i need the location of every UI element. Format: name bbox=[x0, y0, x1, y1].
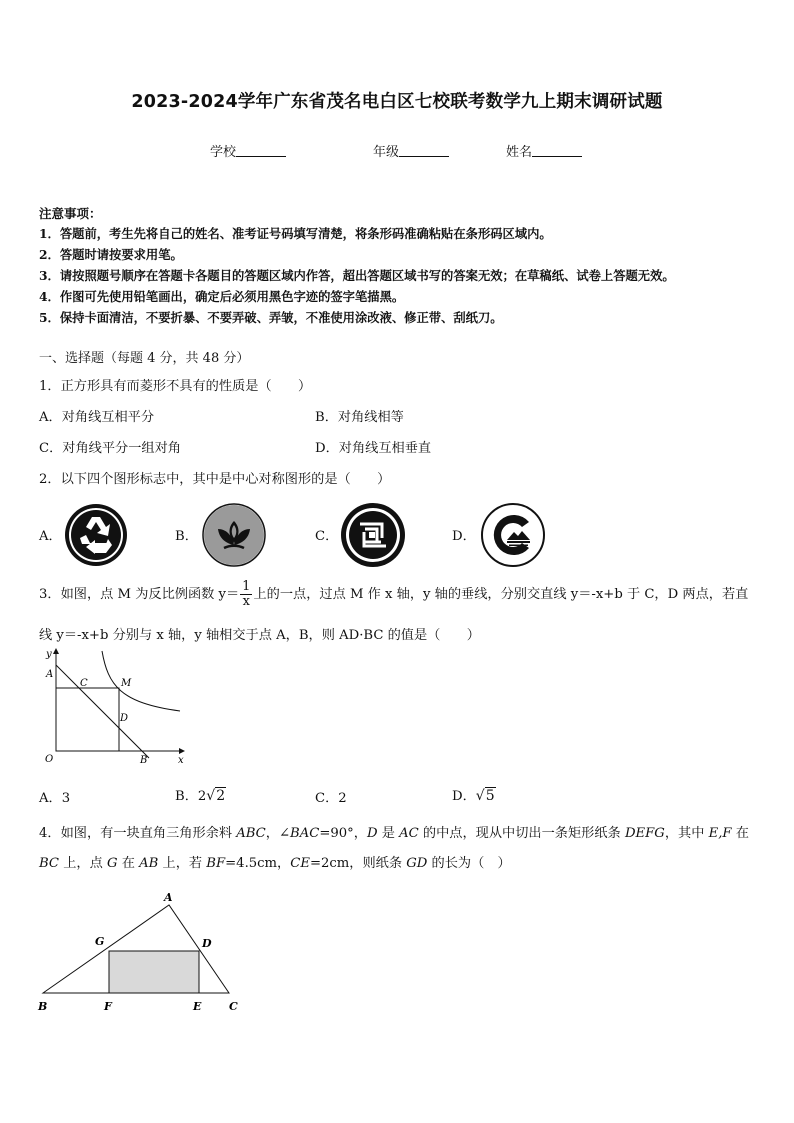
q4-math: G bbox=[106, 856, 118, 871]
q4-text: 4．如图，有一块直角三角形余料 bbox=[39, 826, 237, 841]
q3-figure bbox=[40, 645, 190, 770]
q4-math: ABC bbox=[236, 826, 266, 841]
q2-option-c: C． bbox=[315, 529, 339, 544]
q1-option-c: C．对角线平分一组对角 bbox=[39, 441, 181, 456]
q4-text: =2cm，则纸条 bbox=[309, 856, 407, 871]
q3-option-d bbox=[452, 785, 496, 804]
q3-option-a: A．3 bbox=[39, 791, 71, 806]
label-o: O bbox=[45, 754, 54, 765]
q3-stem-a: 3．如图，点 M 为反比例函数 y＝ bbox=[39, 587, 240, 602]
q4-math: GD bbox=[406, 856, 428, 871]
q4-math: BF bbox=[206, 856, 226, 871]
q4-text: 上，点 bbox=[59, 856, 107, 871]
grade-blank bbox=[399, 144, 449, 157]
notice-item: 4．作图可先使用铅笔画出，确定后必须用黑色字迹的签字笔描黑。 bbox=[39, 289, 405, 304]
label-d: D bbox=[120, 713, 129, 724]
label-y: y bbox=[46, 649, 52, 660]
grade-label: 年级 bbox=[373, 145, 400, 160]
label-c: C bbox=[80, 678, 88, 689]
q3-option-c: C．2 bbox=[315, 791, 347, 806]
q3-d-radicand: 5 bbox=[485, 788, 495, 804]
q4-math: CE bbox=[290, 856, 310, 871]
q4-text: ， bbox=[265, 826, 279, 841]
label-d: D bbox=[202, 937, 212, 950]
label-a: A bbox=[46, 669, 54, 680]
square-swirl-icon bbox=[340, 502, 406, 568]
q4-math: D bbox=[366, 826, 378, 841]
leaf-emblem-icon bbox=[202, 503, 266, 567]
q4-text: 在 bbox=[117, 856, 140, 871]
name-blank bbox=[532, 144, 582, 157]
q4-text: 的长为（ ） bbox=[427, 856, 511, 871]
name-field bbox=[506, 141, 582, 160]
school-field bbox=[210, 141, 286, 160]
label-f: F bbox=[104, 1000, 112, 1013]
q3-stem-c: 线 y＝-x+b 分别与 x 轴，y 轴相交于点 A，B，则 AD·BC 的值是（ ） bbox=[39, 628, 480, 643]
q4-figure bbox=[30, 885, 250, 1020]
q4-math: E,F bbox=[708, 826, 732, 841]
notice-heading: 注意事项： bbox=[39, 206, 102, 221]
q1-option-b: B．对角线相等 bbox=[315, 410, 404, 425]
q4-line1 bbox=[39, 822, 749, 841]
label-a: A bbox=[164, 891, 173, 904]
notice-item: 5．保持卡面清洁，不要折暴、不要弄破、弄皱，不准使用涂改液、修正带、刮纸刀。 bbox=[39, 310, 503, 325]
hyperbola bbox=[102, 651, 180, 711]
q4-text: =4.5cm， bbox=[225, 856, 291, 871]
label-c: C bbox=[229, 1000, 238, 1013]
line-ab bbox=[56, 665, 149, 758]
label-x: x bbox=[178, 755, 184, 766]
c-mountain-icon bbox=[480, 502, 546, 568]
rectangle-defg bbox=[109, 951, 199, 993]
q4-math: BC bbox=[39, 856, 60, 871]
q1-option-a: A．对角线互相平分 bbox=[39, 410, 155, 425]
q4-text: 上，若 bbox=[158, 856, 207, 871]
q3-stem-line1 bbox=[39, 580, 748, 610]
q2-option-b: B． bbox=[175, 529, 198, 544]
section-heading: 一、选择题（每题 4 分，共 48 分） bbox=[39, 351, 250, 366]
sqrt-icon: √2 bbox=[206, 788, 226, 804]
label-b: B bbox=[140, 755, 148, 766]
square-omd bbox=[56, 688, 119, 751]
q2-option-a: A． bbox=[39, 529, 62, 544]
q4-line2 bbox=[39, 852, 511, 871]
notice-item: 3．请按照题号顺序在答题卡各题目的答题区域内作答，超出答题区域书写的答案无效；在草稿纸、试卷上答题无效。 bbox=[39, 268, 675, 283]
q2-option-d: D． bbox=[452, 529, 476, 544]
q3-frac-num: 1 bbox=[242, 579, 251, 594]
q3-fraction bbox=[240, 580, 252, 609]
q4-text: =90°， bbox=[319, 826, 367, 841]
q4-math: DEFG bbox=[624, 826, 665, 841]
q1-option-d: D．对角线互相垂直 bbox=[315, 441, 432, 456]
q3-b-prefix: B．2 bbox=[175, 789, 207, 804]
q4-math: AB bbox=[139, 856, 159, 871]
q3-frac-den: x bbox=[242, 594, 250, 609]
notice-item: 2．答题时请按要求用笔。 bbox=[39, 247, 183, 262]
q3-b-radicand: 2 bbox=[216, 788, 226, 804]
q4-text: 是 bbox=[377, 826, 400, 841]
school-blank bbox=[236, 144, 286, 157]
sqrt-icon: √5 bbox=[475, 788, 495, 804]
q2-stem: 2．以下四个图形标志中，其中是中心对称图形的是（ ） bbox=[39, 472, 391, 487]
q4-text: ，其中 bbox=[664, 826, 709, 841]
label-e: E bbox=[193, 1000, 202, 1013]
school-label: 学校 bbox=[210, 145, 237, 160]
label-m: M bbox=[121, 678, 132, 689]
q4-text: 的中点，现从中切出一条矩形纸条 bbox=[418, 826, 625, 841]
label-g: G bbox=[95, 935, 105, 948]
grade-field bbox=[373, 141, 449, 160]
q3-stem-b: 上的一点，过点 M 作 x 轴，y 轴的垂线，分别交直线 y＝-x+b 于 C，D 两点，若直 bbox=[253, 587, 749, 602]
q4-math: AC bbox=[399, 826, 419, 841]
label-b: B bbox=[38, 1000, 48, 1013]
q3-d-prefix: D． bbox=[452, 789, 476, 804]
name-label: 姓名 bbox=[506, 145, 533, 160]
q1-stem: 1．正方形具有而菱形不具有的性质是（ ） bbox=[39, 379, 312, 394]
notice-item: 1．答题前，考生先将自己的姓名、准考证号码填写清楚，将条形码准确粘贴在条形码区域内。 bbox=[39, 226, 552, 241]
q4-text: 在 bbox=[731, 826, 749, 841]
q4-math: ∠BAC bbox=[278, 826, 320, 841]
recycle-icon bbox=[64, 503, 128, 567]
page-title: 2023-2024学年广东省茂名电白区七校联考数学九上期末调研试题 bbox=[131, 92, 663, 112]
q3-option-b bbox=[175, 785, 226, 804]
